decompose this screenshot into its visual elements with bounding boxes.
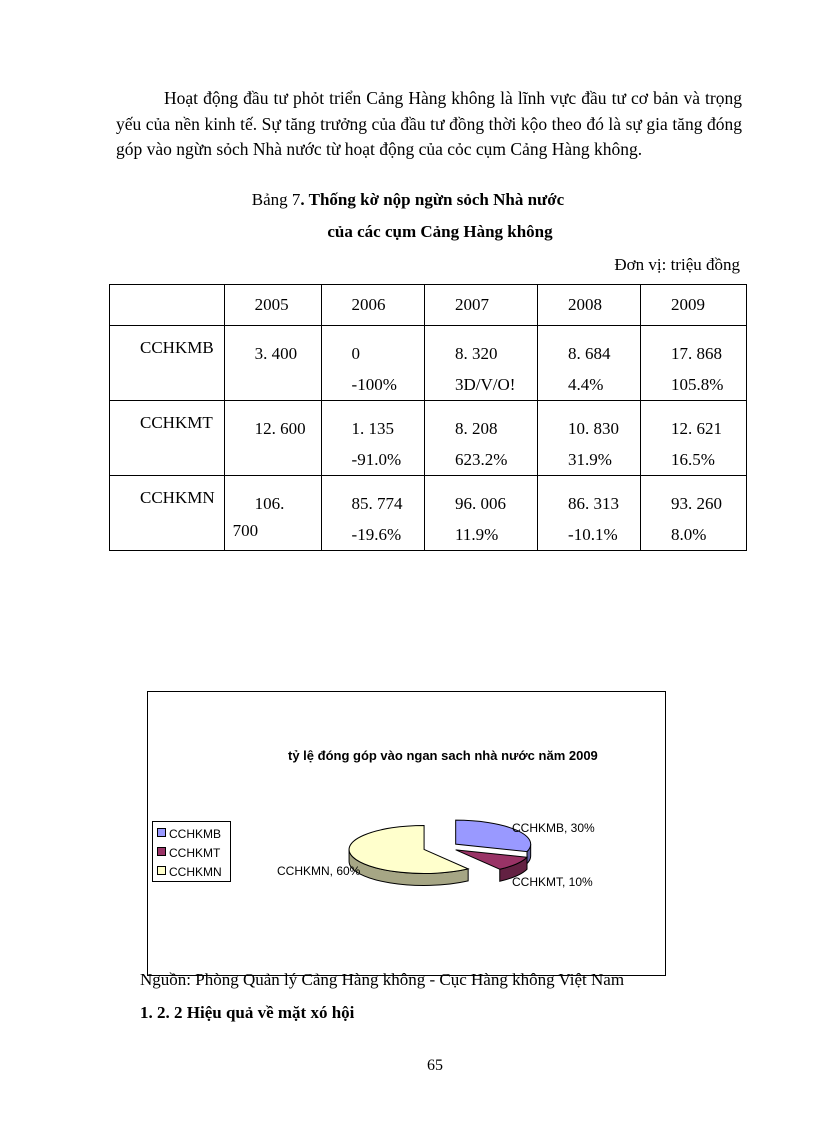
value-2005: 12. 600 xyxy=(254,419,306,438)
intro-paragraph: Hoạt động đầu tư phỏt triển Cảng Hàng không là lĩnh vực đầu tư cơ bản và trọng yếu của nền kinh tế. Sự tăng trưởng của đầu tư đồng thời kộo theo đó là sự gia tăng đóng góp vào ngừn sỏch Nhà nước từ hoạt động của cỏc cụm Cảng Hàng không. xyxy=(116,88,742,159)
cell-value: 10. 830 xyxy=(568,419,620,438)
source-note: Nguồn: Phòng Quản lý Cảng Hàng không - Cục Hàng không Việt Nam xyxy=(140,970,625,989)
cell-value: 17. 868 xyxy=(671,344,723,363)
slice-label-cchkmb: CCHKMB, 30% xyxy=(512,821,595,835)
value-cell xyxy=(425,476,538,551)
header-year: 2009 xyxy=(641,285,747,326)
table-row xyxy=(110,476,747,551)
cell-value: 96. 006 xyxy=(455,494,507,513)
cell-change: -91.0% xyxy=(351,450,402,469)
row-label: CCHKMT xyxy=(140,413,213,432)
cell-value: 8. 684 xyxy=(568,344,611,363)
cell-value: 8. 320 xyxy=(455,344,498,363)
value-cell xyxy=(321,476,424,551)
unit-label: Đơn vị: triệu đồng xyxy=(614,255,740,274)
value-cell xyxy=(321,326,424,401)
value-cell xyxy=(641,401,747,476)
cell-change: 4.4% xyxy=(568,375,604,394)
cell-change: -100% xyxy=(351,375,397,394)
cell-value: 12. 621 xyxy=(671,419,723,438)
cell-change: 3D/V/O! xyxy=(455,375,516,394)
section-heading: 1. 2. 2 Hiệu quả về mặt xó hội xyxy=(140,1003,355,1022)
page-number: 65 xyxy=(427,1057,443,1074)
value-cell xyxy=(538,476,641,551)
value-cell xyxy=(538,326,641,401)
table-title-line1: . Thống kờ nộp ngừn sỏch Nhà nước xyxy=(300,190,565,209)
cell-change: 31.9% xyxy=(568,450,612,469)
table-caption-line1 xyxy=(0,190,816,210)
value-cell-2005 xyxy=(224,401,321,476)
value-2005-line1: 106. xyxy=(254,494,285,513)
cell-value: 86. 313 xyxy=(568,494,620,513)
slice-label-cchkmn: CCHKMN, 60% xyxy=(277,864,361,878)
header-year: 2005 xyxy=(224,285,321,326)
table-row xyxy=(110,401,747,476)
row-label: CCHKMB xyxy=(140,338,214,357)
value-cell xyxy=(641,326,747,401)
header-empty-cell xyxy=(110,285,225,326)
table-title-line2: của các cụm Cảng Hàng không xyxy=(327,222,553,241)
value-cell-2005 xyxy=(224,476,321,551)
chart-title: tỷ lệ đóng góp vào ngan sach nhà nước năm 2009 xyxy=(288,748,598,763)
cell-change: 8.0% xyxy=(671,525,707,544)
legend-label: CCHKMN xyxy=(169,865,222,879)
header-year: 2007 xyxy=(425,285,538,326)
row-label-cell xyxy=(110,476,225,551)
cell-value: 0 xyxy=(351,344,361,363)
cell-value: 85. 774 xyxy=(351,494,403,513)
slice-label-cchkmt: CCHKMT, 10% xyxy=(512,875,593,889)
value-cell xyxy=(641,476,747,551)
cell-change: -10.1% xyxy=(568,525,618,544)
row-label-cell xyxy=(110,401,225,476)
value-cell xyxy=(538,401,641,476)
header-year: 2008 xyxy=(538,285,641,326)
value-2005: 3. 400 xyxy=(254,344,298,363)
table-number: Bảng 7 xyxy=(251,190,301,209)
table-header-row xyxy=(110,285,747,326)
cell-change: 623.2% xyxy=(455,450,508,469)
value-2005-line2: 700 xyxy=(232,521,259,540)
legend-label: CCHKMT xyxy=(169,846,221,860)
row-label-cell xyxy=(110,326,225,401)
value-cell xyxy=(425,326,538,401)
cell-change: 105.8% xyxy=(671,375,724,394)
row-label: CCHKMN xyxy=(140,488,215,507)
cell-change: 16.5% xyxy=(671,450,715,469)
cell-value: 8. 208 xyxy=(455,419,498,438)
table-row xyxy=(110,326,747,401)
budget-table xyxy=(109,284,747,551)
value-cell xyxy=(321,401,424,476)
cell-value: 1. 135 xyxy=(351,419,395,438)
pie-chart xyxy=(147,691,666,976)
cell-change: 11.9% xyxy=(455,525,499,544)
header-year: 2006 xyxy=(321,285,424,326)
value-cell xyxy=(425,401,538,476)
cell-change: -19.6% xyxy=(351,525,402,544)
cell-value: 93. 260 xyxy=(671,494,723,513)
legend-label: CCHKMB xyxy=(169,827,222,841)
value-cell-2005 xyxy=(224,326,321,401)
